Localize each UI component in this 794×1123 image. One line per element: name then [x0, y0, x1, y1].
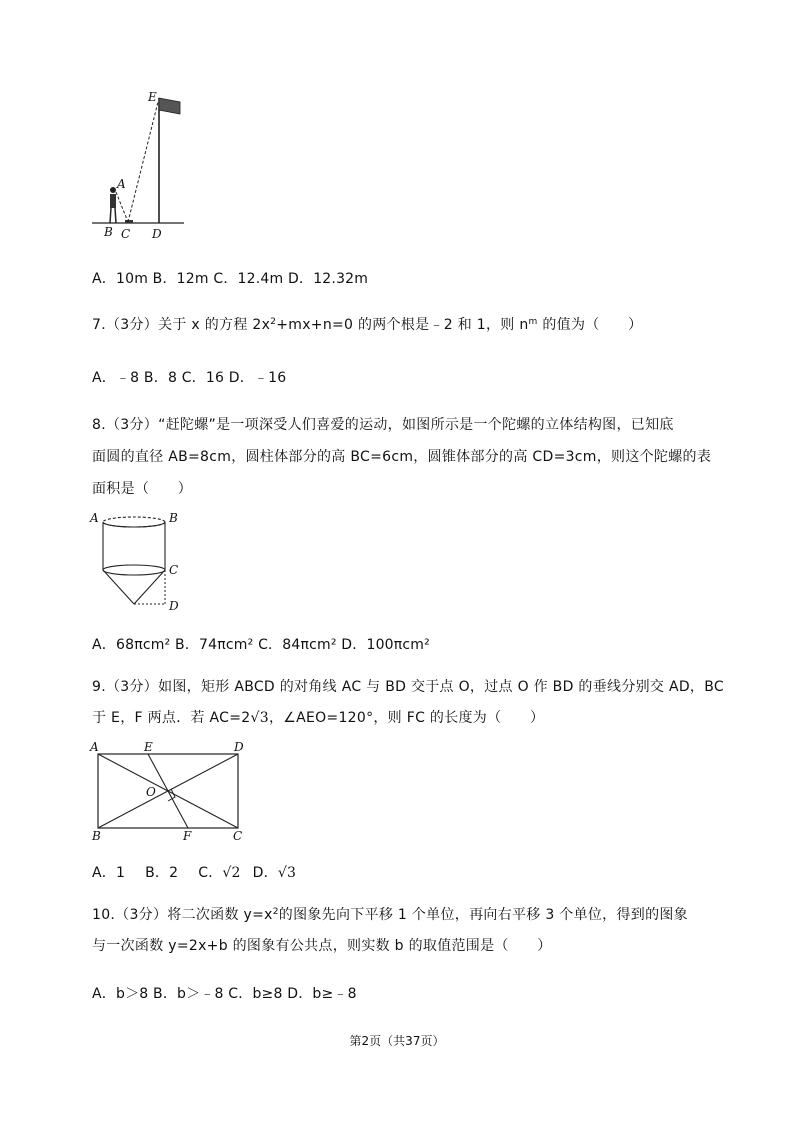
q10-line2: 与一次函数 y=2x+b 的图象有公共点，则实数 b 的取值范围是（ ） [92, 938, 552, 954]
q10-line1 [92, 904, 688, 924]
q6-label-D: D [152, 227, 162, 241]
q9-label-B: B [92, 829, 101, 843]
q9-sqrt3: √3 [250, 710, 269, 726]
q10-line1-a: 10.（3分）将二次函数 y=x [92, 907, 273, 923]
q6-figure [88, 88, 198, 248]
q9-label-F: F [183, 829, 192, 843]
q9-option-d-prefix: D． [252, 865, 278, 881]
q7-stem-sup2: m [528, 317, 538, 327]
q9-option-c-prefix: C． [198, 865, 223, 881]
q9-option-c-value: √2 [222, 865, 241, 881]
q10-line1-b: 的图象先向下平移 1 个单位，再向右平移 3 个单位，得到的图象 [278, 907, 688, 923]
q7-options: A．﹣8 B．8 C．16 D．﹣16 [92, 370, 287, 386]
q7-stem-b: +mx+n=0 的两个根是﹣2 和 1，则 n [276, 317, 529, 333]
q7-stem [92, 314, 642, 334]
q7-stem-a: 7.（3分）关于 x 的方程 2x [92, 317, 271, 333]
q9-label-C: C [233, 829, 243, 843]
q8-line1: 8.（3分）“赶陀螺”是一项深受人们喜爱的运动，如图所示是一个陀螺的立体结构图，已知底 [92, 417, 674, 433]
q6-label-A: A [117, 177, 126, 191]
q8-figure [88, 506, 188, 618]
q9-line2-b: ，∠AEO=120°，则 FC 的长度为（ ） [268, 710, 545, 726]
q9-option-b: B．2 [145, 865, 179, 881]
q9-line2 [92, 707, 544, 727]
q9-label-E: E [144, 740, 153, 754]
q9-options [92, 862, 296, 882]
q6-label-B: B [104, 225, 113, 239]
q9-label-D: D [234, 740, 244, 754]
q9-line2-a: 于 E，F 两点．若 AC=2 [92, 710, 251, 726]
q8-label-D: D [169, 599, 179, 613]
q6-options: A．10m B．12m C．12.4m D．12.32m [92, 271, 369, 287]
q7-stem-sup: 2 [270, 317, 277, 327]
q9-figure [88, 738, 258, 844]
q9-option-d-value: √3 [277, 865, 297, 881]
q8-label-C: C [169, 563, 179, 577]
page-footer: 第2页（共37页） [349, 1034, 445, 1048]
q8-label-B: B [169, 511, 178, 525]
q8-line2: 面圆的直径 AB=8cm，圆柱体部分的高 BC=6cm，圆锥体部分的高 CD=3cm，则这个陀螺的表 [92, 449, 712, 465]
q9-label-O: O [146, 785, 156, 799]
q7-stem-c: 的值为（ ） [537, 317, 643, 333]
q8-options: A．68πcm² B．74πcm² C．84πcm² D．100πcm² [92, 637, 430, 653]
q10-line1-sup: 2 [272, 907, 279, 917]
q9-label-A: A [90, 740, 99, 754]
q8-label-A: A [90, 511, 99, 525]
q6-label-C: C [121, 227, 131, 241]
q9-line1: 9.（3分）如图，矩形 ABCD 的对角线 AC 与 BD 交于点 O，过点 O 作 BD 的垂线分别交 AD，BC [92, 679, 724, 695]
q8-line3: 面积是（ ） [92, 481, 193, 497]
q6-label-E: E [148, 90, 157, 104]
q9-option-a: A．1 [92, 865, 126, 881]
q10-options: A．b＞8 B．b＞﹣8 C．b≥8 D．b≥﹣8 [92, 986, 357, 1002]
